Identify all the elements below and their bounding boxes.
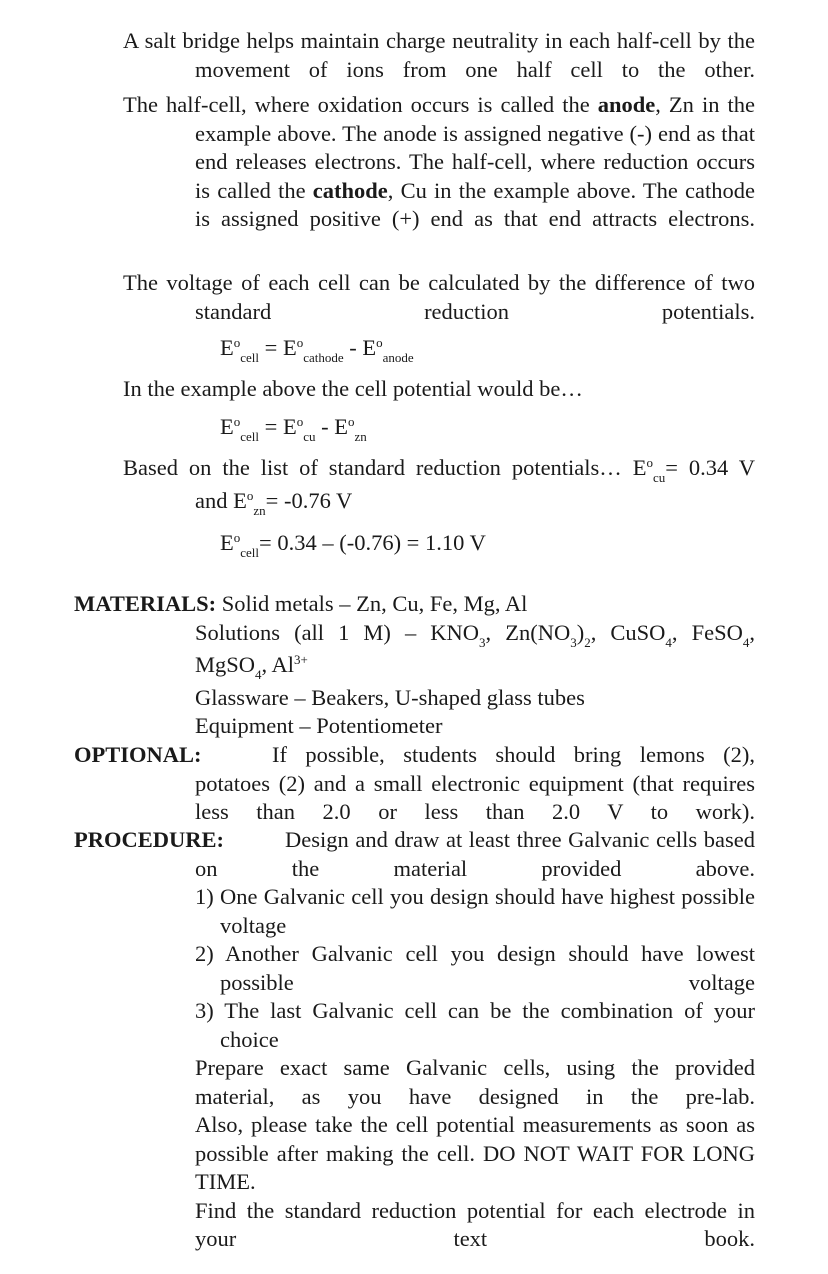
procedure-section: PROCEDURE: Design and draw at least three Galvanic cells based on the material provided above. 1) One Galvanic cell you design should have highest possible voltage 2) Another Galvanic cell you design should have lowest possible voltage 3) The last Galvanic cell can be the combination of your choice Prepare exact same Galvanic cells, using the provided material, as you have designed in the pre-lab. Also, please take the cell potential measurements as soon as possible after making the cell. DO NOT WAIT FOR LONG TIME. Find the standard reduction potential for each electrode in your text book. [74,826,755,1254]
standard-potentials-paragraph: Based on the list of standard reduction potentials… $E^o_{cu}= 0.34$ V and $E^o_{zn}= -0.76$ V [123,455,755,518]
voltage-paragraph: The voltage of each cell can be calculated by the difference of two standard reduction potentials. [123,270,755,324]
cell-potential-formula: $E^o_{cell} = E^o_{cathode} - E^o_{anode}$ [220,335,414,365]
measure-text: Also, please take the cell potential measurements as soon as possible after making the cell. DO NOT WAIT FOR LONG TIME. [195,1112,755,1194]
procedure-step-1: 1) One Galvanic cell you design should have highest possible voltage [195,884,755,938]
cathode-term: cathode [312,177,388,203]
anode-cathode-paragraph: The half-cell, where oxidation occurs is called the anode, Zn in the example above. The anode is assigned negative (-) end as that end releases electrons. The half-cell, where reduction occurs is called the cathode, Cu in the example above. The cathode is assigned positive (+) end as that end attracts electrons. [123,92,756,231]
example-text: In the example above the cell potential would be… [123,376,583,401]
salt-bridge-paragraph: A salt bridge helps maintain charge neutrality in each half-cell by the movement of ions from one half cell to the other. [123,28,755,82]
procedure-step-2: 2) Another Galvanic cell you design should have lowest possible voltage [195,941,755,995]
optional-label: OPTIONAL: [74,742,202,767]
result-formula: $E^o_{cell}= 0.34 - (-0.76) = 1.10$ V [220,530,486,560]
find-text: Find the standard reduction potential for each electrode in your text book. [195,1197,755,1251]
materials-section: MATERIALS: Solid metals – Zn, Cu, Fe, Mg, Al Solutions (all 1 $M) - KNO_3$, $Zn(NO_3)_2$, CuSO$_4$, FeSO$_4$, MgSO$_4$, $Al^{3+}$ Glassware – Beakers, U-shaped glass tubes Equipment – Potentiometer [74,591,755,738]
optional-section: OPTIONAL: If possible, students should bring lemons (2), potatoes (2) and a small electronic equipment (that requires less than 2.0 or less than 2.0 V to work). [74,742,755,824]
anode-term: anode [597,92,656,117]
example-formula: $E^o_{cell} = E^o_{cu} - E^o_{zn}$ [220,414,367,444]
procedure-step-3: 3) The last Galvanic cell can be the combination of your choice [195,998,755,1052]
prepare-text: Prepare exact same Galvanic cells, using the provided material, as you have designed in the pre-lab. [195,1055,755,1109]
materials-label: MATERIALS: [74,591,217,616]
procedure-label: PROCEDURE: [74,827,224,852]
